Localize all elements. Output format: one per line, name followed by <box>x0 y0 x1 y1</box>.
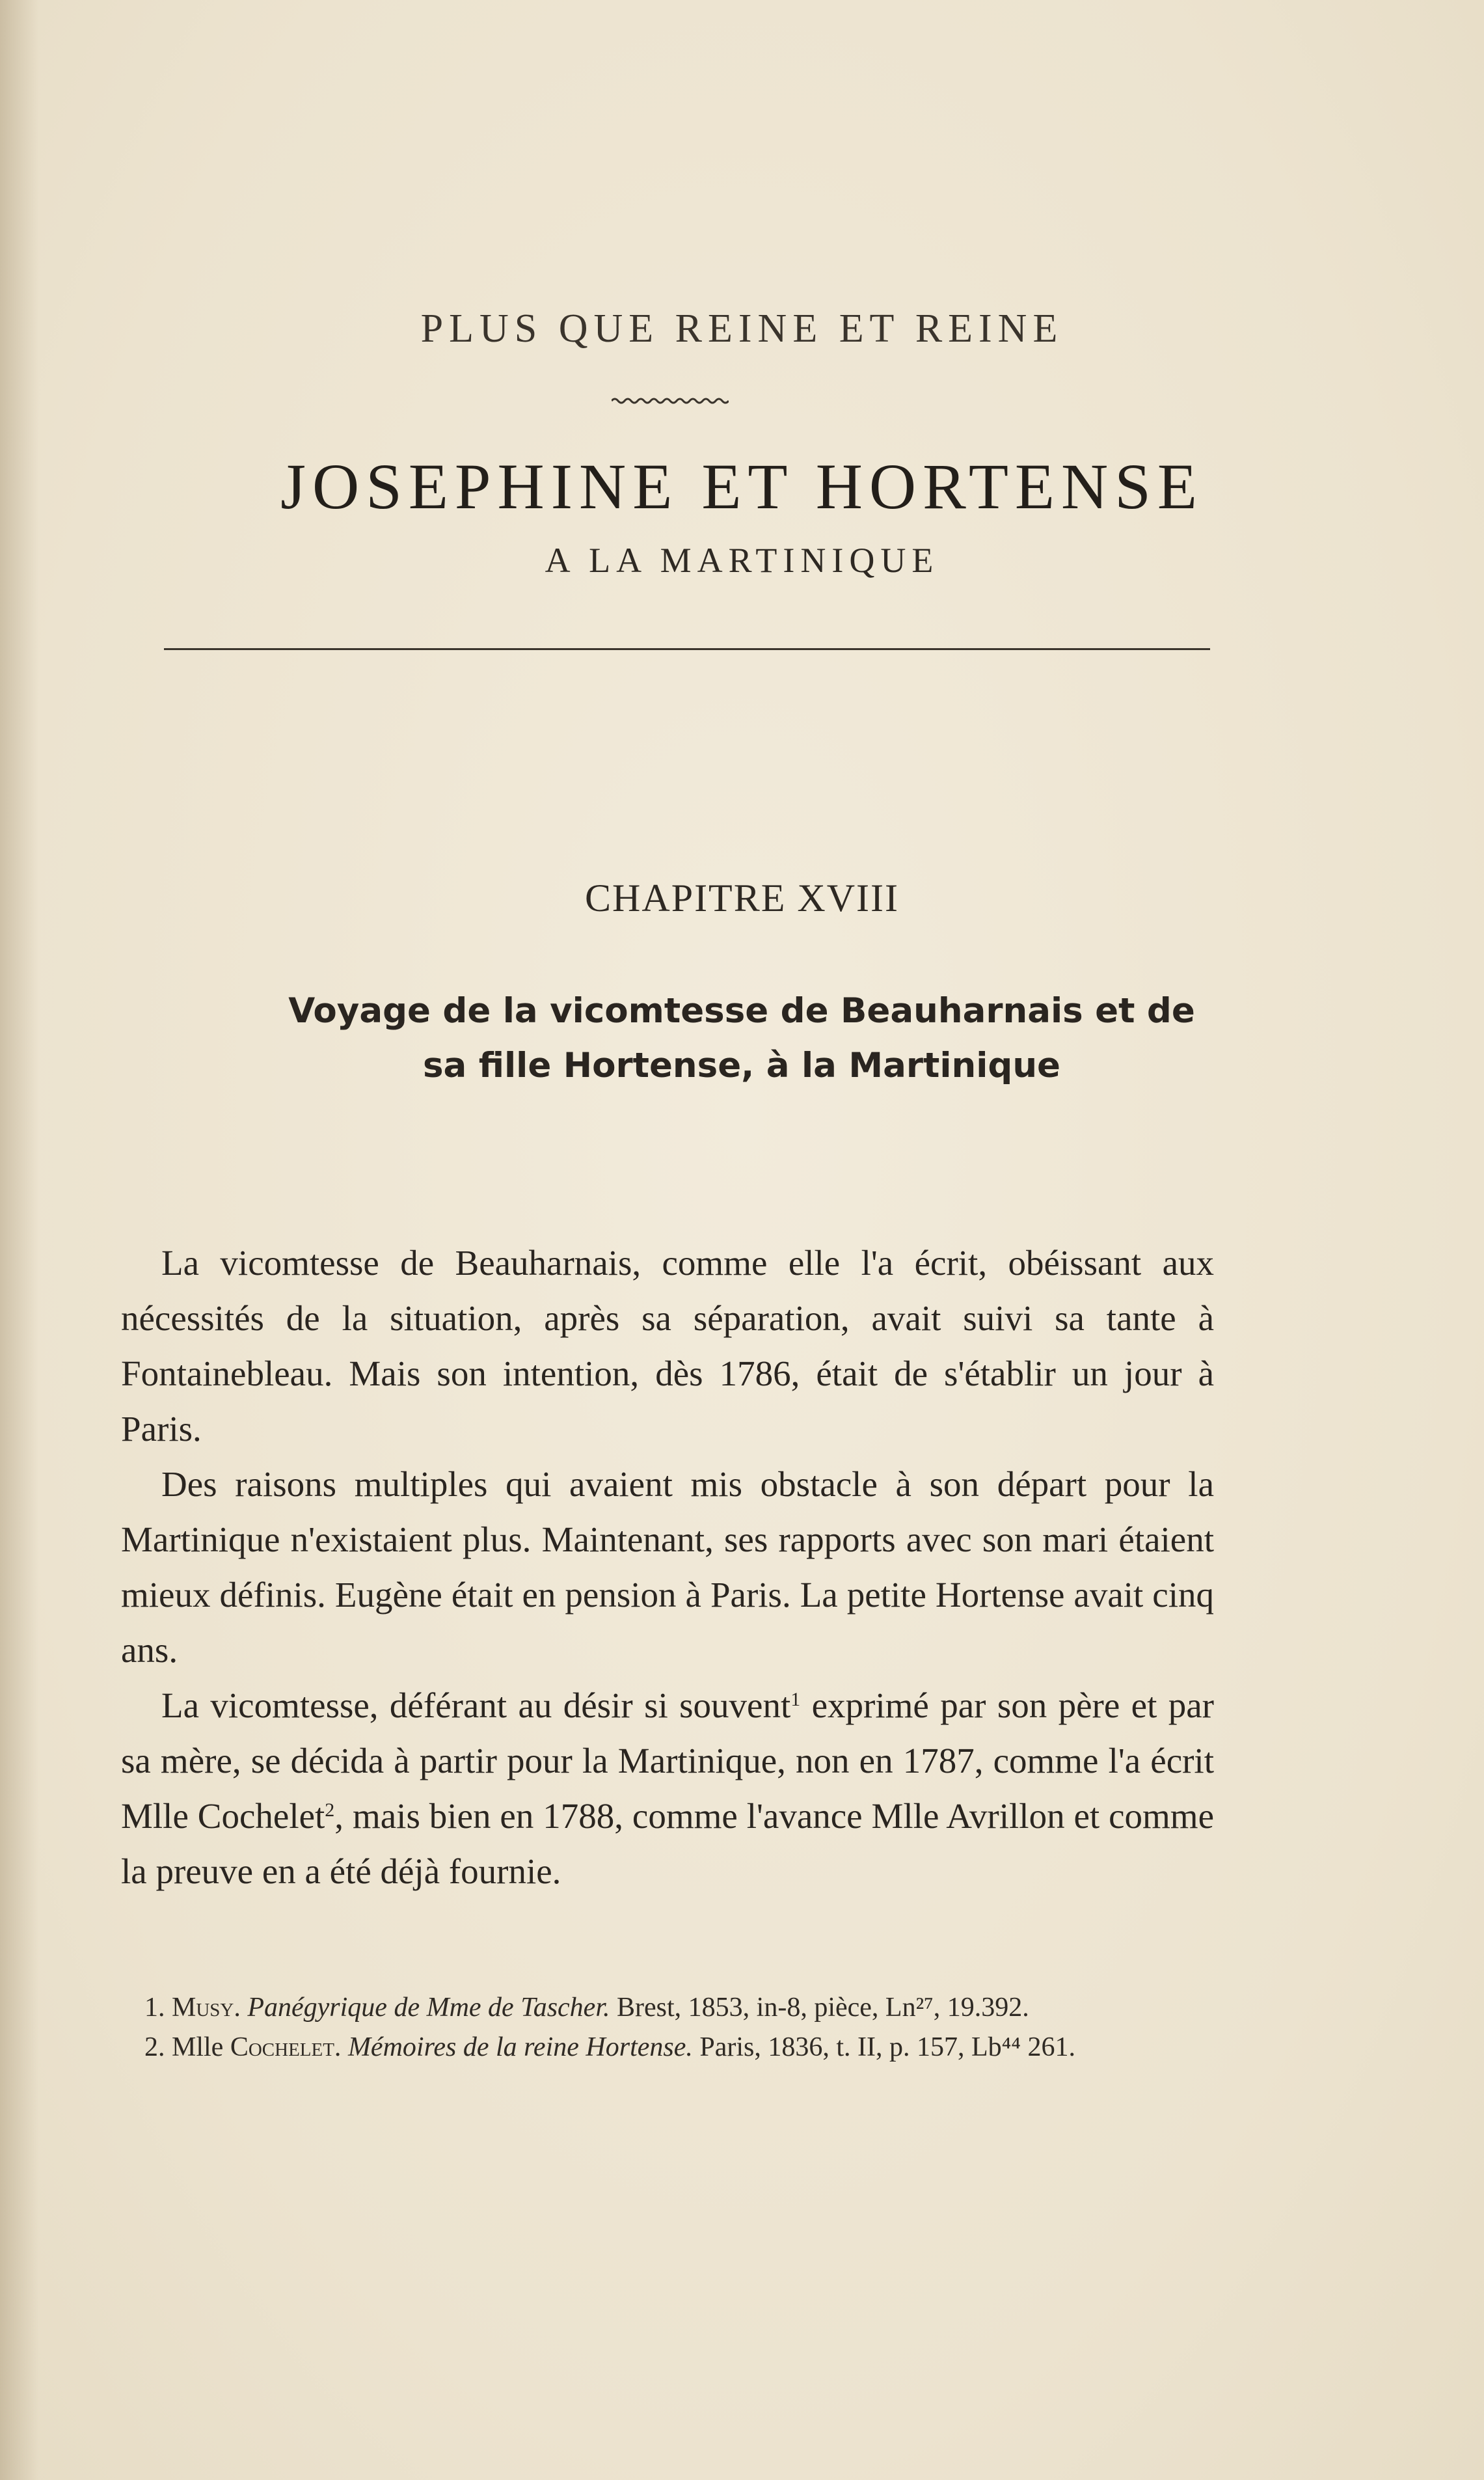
chapter-heading: CHAPITRE XVIII <box>585 877 899 920</box>
paragraph-3-part-b: exprimé par son père et par sa mère, se décida à partir pour la Martinique, non en 1787, comme l'a écrit Mlle Cochelet <box>121 1685 1214 1836</box>
footnote-2-title: Mémoires de la reine Hortense. <box>347 2032 693 2062</box>
footnote-1-author: Musy. <box>172 1993 241 2023</box>
paragraph-3 <box>121 1678 1214 1899</box>
chapter-summary-line-2: sa fille Hortense, à la Martinique <box>422 1046 1061 1085</box>
footnote-1-title: Panégyrique de Mme de Tascher. <box>247 1993 610 2023</box>
footnote-2-author-prefix: Mlle <box>172 2032 224 2062</box>
footnote-2-number: 2. <box>144 2032 165 2062</box>
wavy-ornament <box>612 396 729 406</box>
footnote-1 <box>121 1990 1214 2026</box>
footnote-1-details: Brest, 1853, in-8, pièce, Ln²⁷, 19.392. <box>617 1993 1029 2023</box>
main-title: JOSEPHINE ET HORTENSE <box>280 450 1204 523</box>
running-title: PLUS QUE REINE ET REINE <box>420 307 1064 351</box>
paragraph-1: La vicomtesse de Beauharnais, comme elle l'a écrit, obéissant aux nécessités de la situation, après sa séparation, avait suivi sa tante à Fontainebleau. Mais son intention, dès 1786, était de s'établir un jour à Paris. <box>121 1243 1214 1449</box>
footnotes <box>121 1990 1214 2069</box>
footnote-1-number: 1. <box>144 1993 165 2023</box>
page-edge-shadow <box>0 0 39 2480</box>
paragraph-2: Des raisons multiples qui avaient mis obstacle à son départ pour la Martinique n'existaient plus. Maintenant, ses rapports avec son mari étaient mieux définis. Eugène était en pension à Paris. La petite Hortense avait cinq ans. <box>121 1464 1214 1670</box>
footnote-2-details: Paris, 1836, t. II, p. 157, Lb⁴⁴ 261. <box>699 2032 1075 2062</box>
main-subtitle: A LA MARTINIQUE <box>545 541 939 580</box>
footnote-ref-2: 2 <box>325 1799 335 1821</box>
footnote-2-author: Cochelet. <box>230 2032 342 2062</box>
horizontal-rule <box>164 648 1210 650</box>
footnote-2 <box>121 2030 1214 2065</box>
footnote-ref-1: 1 <box>790 1689 801 1710</box>
chapter-summary-line-1: Voyage de la vicomtesse de Beauharnais et de <box>288 991 1195 1031</box>
paragraph-3-part-a: La vicomtesse, déférant au désir si souvent <box>161 1685 791 1725</box>
chapter-summary <box>163 984 1321 1093</box>
paragraph-3-part-c: , mais bien en 1788, comme l'avance Mlle Avrillon et comme la preuve en a été déjà fournie. <box>121 1796 1215 1891</box>
body-text <box>121 1235 1214 1899</box>
